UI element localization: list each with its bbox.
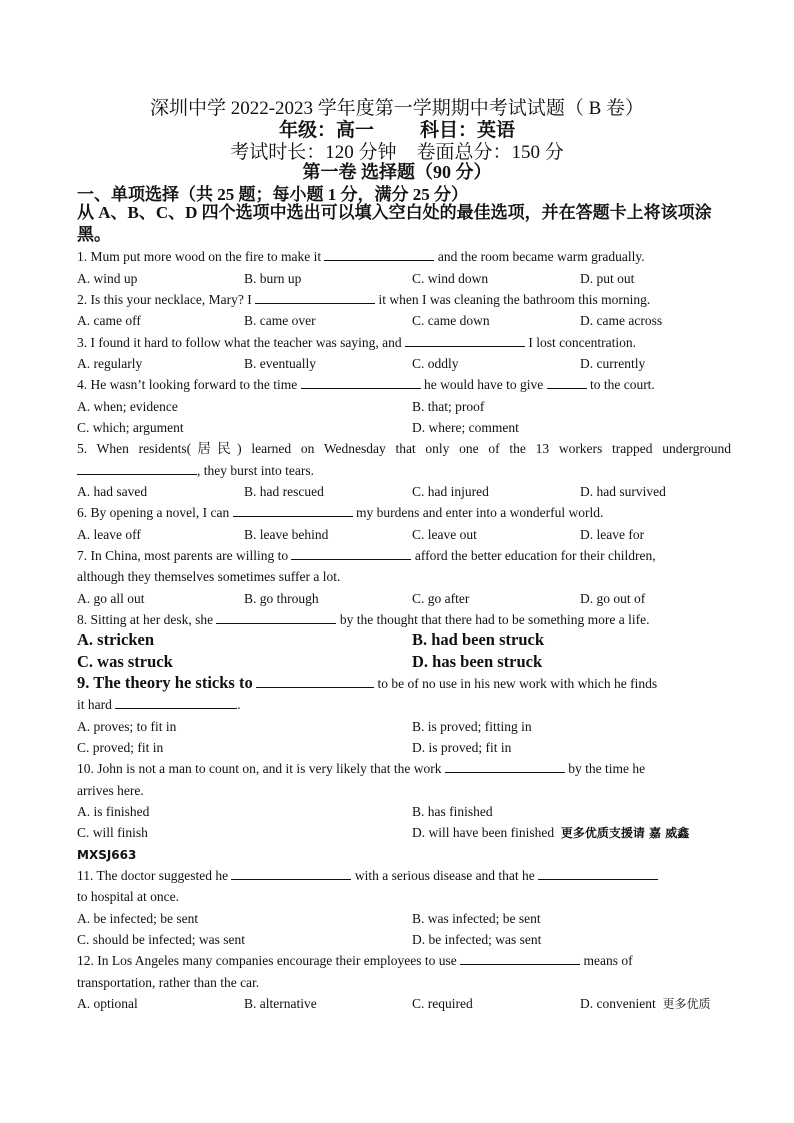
- option-a: A. stricken: [77, 630, 154, 649]
- option-d: D. will have been finished 更多优质支援请 嘉 威鑫: [412, 825, 690, 840]
- option-c: C. required: [412, 996, 473, 1011]
- question-12-cont: transportation, rather than the car.: [77, 975, 260, 990]
- question-10-cont: arrives here.: [77, 783, 144, 798]
- option-c: C. proved; fit in: [77, 740, 164, 755]
- subject-label: 科目：英语: [420, 120, 516, 141]
- answer-blank: [231, 867, 351, 880]
- option-c: C. was struck: [77, 652, 173, 671]
- option-d: D. came across: [580, 313, 663, 328]
- answer-blank: [445, 760, 565, 773]
- answer-blank: [547, 376, 587, 389]
- question-9: 9. The theory he sticks to to be of no use in his new work with which he finds: [77, 673, 658, 692]
- option-c: C. came down: [412, 313, 490, 328]
- option-a: A. is finished: [77, 804, 150, 819]
- question-8: 8. Sitting at her desk, she by the thought that there had to be something more a life.: [77, 612, 650, 627]
- question-2: 2. Is this your necklace, Mary? I it when I was cleaning the bathroom this morning.: [77, 292, 651, 307]
- question-5: 5. When residents(居民) learned on Wednesday that only one of the 13 workers trapped underground: [77, 441, 731, 456]
- option-c: C. leave out: [412, 527, 477, 542]
- option-c: C. oddly: [412, 356, 459, 371]
- option-c: C. wind down: [412, 271, 489, 286]
- option-d: D. had survived: [580, 484, 666, 499]
- option-a: A. wind up: [77, 271, 138, 286]
- option-c: C. should be infected; was sent: [77, 932, 245, 947]
- answer-blank: [256, 675, 374, 688]
- option-b: B. leave behind: [244, 527, 329, 542]
- question-6: 6. By opening a novel, I can my burdens and enter into a wonderful world.: [77, 505, 604, 520]
- answer-blank: [233, 504, 353, 517]
- option-a: A. when; evidence: [77, 399, 178, 414]
- question-3: 3. I found it hard to follow what the teacher was saying, and I lost concentration.: [77, 335, 637, 350]
- promo-text: 更多优质: [662, 997, 711, 1011]
- section-instruction: 从 A、B、C、D 四个选项中选出可以填入空白处的最佳选项，并在答题卡上将该项涂黑。: [77, 203, 712, 244]
- option-b: B. alternative: [244, 996, 317, 1011]
- option-c: C. will finish: [77, 825, 148, 840]
- promo-code: MXSJ663: [77, 848, 137, 862]
- option-a: A. had saved: [77, 484, 148, 499]
- option-b: B. eventually: [244, 356, 316, 371]
- option-b: B. burn up: [244, 271, 302, 286]
- question-9-cont: it hard .: [77, 697, 241, 712]
- option-d: D. has been struck: [412, 652, 543, 671]
- option-a: A. optional: [77, 996, 138, 1011]
- question-10: 10. John is not a man to count on, and it is very likely that the work by the time he: [77, 761, 646, 776]
- option-d: D. go out of: [580, 591, 646, 606]
- question-1: 1. Mum put more wood on the fire to make it and the room became warm gradually.: [77, 249, 645, 264]
- option-d: D. be infected; was sent: [412, 932, 542, 947]
- question-5-cont: , they burst into tears.: [77, 462, 314, 480]
- option-b: B. came over: [244, 313, 316, 328]
- option-d: D. leave for: [580, 527, 645, 542]
- answer-blank: [460, 952, 580, 965]
- option-a: A. came off: [77, 313, 141, 328]
- exam-duration: 考试时长：120 分钟: [230, 142, 397, 163]
- promo-text: 更多优质支援请 嘉 威鑫: [560, 826, 690, 840]
- option-d: D. is proved; fit in: [412, 740, 512, 755]
- option-c: C. which; argument: [77, 420, 184, 435]
- answer-blank: [77, 462, 197, 475]
- answer-blank: [291, 547, 411, 560]
- option-d: D. put out: [580, 271, 635, 286]
- grade-label: 年级：高一: [278, 120, 374, 141]
- option-b: B. go through: [244, 591, 319, 606]
- answer-blank: [255, 291, 375, 304]
- option-a: A. regularly: [77, 356, 143, 371]
- option-c: C. go after: [412, 591, 470, 606]
- answer-blank: [216, 611, 336, 624]
- answer-blank: [324, 248, 434, 261]
- option-d: D. currently: [580, 356, 646, 371]
- question-4: 4. He wasn’t looking forward to the time he would have to give to the court.: [77, 377, 655, 392]
- option-b: B. was infected; be sent: [412, 911, 541, 926]
- option-b: B. had rescued: [244, 484, 324, 499]
- question-12: 12. In Los Angeles many companies encourage their employees to use means of: [77, 953, 633, 968]
- option-a: A. proves; to fit in: [77, 719, 177, 734]
- option-c: C. had injured: [412, 484, 489, 499]
- section-heading: 一、单项选择（共 25 题；每小题 1 分，满分 25 分）: [77, 185, 468, 204]
- option-b: B. that; proof: [412, 399, 485, 414]
- option-b: B. had been struck: [412, 630, 545, 649]
- answer-blank: [115, 696, 237, 709]
- total-score: 卷面总分：150 分: [416, 142, 564, 163]
- option-a: A. go all out: [77, 591, 145, 606]
- option-b: B. has finished: [412, 804, 493, 819]
- option-a: A. be infected; be sent: [77, 911, 199, 926]
- part-heading: 第一卷 选择题（90 分）: [302, 162, 492, 182]
- question-11-cont: to hospital at once.: [77, 889, 179, 904]
- answer-blank: [301, 376, 421, 389]
- question-11: 11. The doctor suggested he with a serious disease and that he: [77, 867, 658, 885]
- answer-blank: [405, 334, 525, 347]
- option-a: A. leave off: [77, 527, 141, 542]
- question-7-cont: although they themselves sometimes suffer a lot.: [77, 569, 341, 584]
- option-b: B. is proved; fitting in: [412, 719, 532, 734]
- exam-title: 深圳中学 2022-2023 学年度第一学期期中考试试题（ B 卷）: [149, 98, 644, 119]
- answer-blank: [538, 867, 658, 880]
- option-d: D. where; comment: [412, 420, 519, 435]
- option-d: D. convenient 更多优质: [580, 996, 711, 1011]
- question-7: 7. In China, most parents are willing to afford the better education for their children,: [77, 548, 656, 563]
